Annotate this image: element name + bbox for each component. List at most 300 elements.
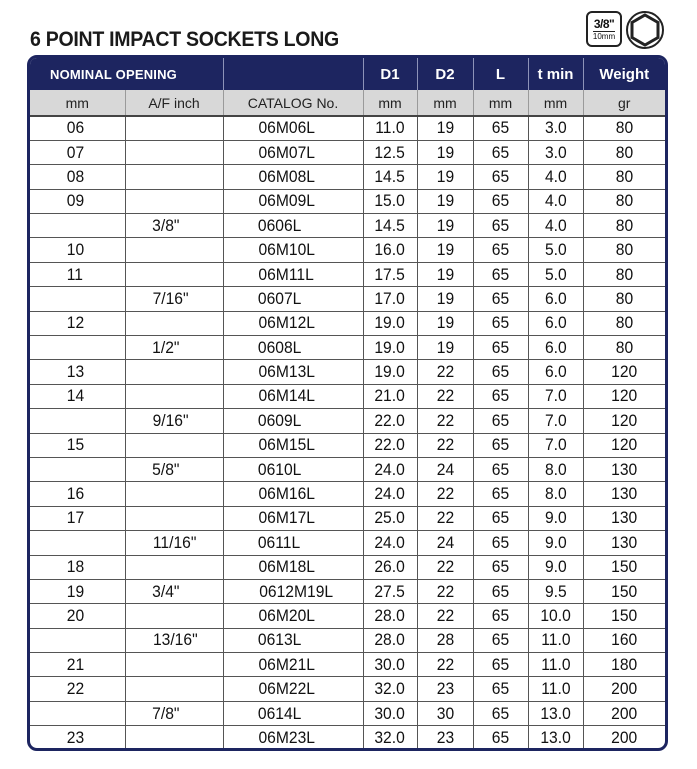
cell-cat	[223, 579, 363, 603]
table-body	[30, 116, 665, 750]
cell-l	[473, 506, 528, 530]
cell-cat-text: 06M17L	[257, 508, 315, 528]
cell-l-text: 65	[491, 557, 510, 577]
drive-size-badge	[586, 11, 622, 47]
cell-cat	[223, 457, 363, 481]
cell-cat-text: 06M09L	[257, 191, 315, 211]
cell-cat	[223, 311, 363, 335]
cell-d1	[363, 555, 417, 579]
cell-mm-text: 14	[66, 386, 85, 406]
cell-af-text: 9/16"	[152, 410, 189, 430]
cell-tmin	[528, 238, 583, 262]
cell-cat	[223, 506, 363, 530]
cell-d2	[417, 360, 473, 384]
cell-tmin-text: 9.0	[544, 508, 567, 528]
cell-mm	[30, 482, 125, 506]
cell-cat-text: 06M23L	[257, 728, 315, 748]
cell-cat	[223, 238, 363, 262]
cell-d1-text: 14.5	[374, 215, 406, 235]
cell-tmin-text: 9.0	[544, 532, 567, 552]
cell-af	[125, 701, 223, 725]
table-row	[30, 653, 665, 677]
cell-weight-text: 180	[611, 654, 638, 674]
cell-cat-text: 06M10L	[257, 240, 315, 260]
cell-mm	[30, 579, 125, 603]
cell-cat-text: 0614L	[257, 703, 301, 723]
cell-l	[473, 653, 528, 677]
cell-d1	[363, 360, 417, 384]
cell-d2-text: 19	[436, 288, 454, 308]
unit-l: mm	[473, 90, 528, 116]
cell-d2-text: 22	[436, 410, 454, 430]
cell-l	[473, 726, 528, 750]
cell-af-text: 7/16"	[152, 288, 189, 308]
cell-d2-text: 19	[436, 313, 454, 333]
cell-l-text: 65	[491, 703, 510, 723]
cell-l	[473, 140, 528, 164]
cell-af	[125, 336, 223, 360]
cell-d1	[363, 628, 417, 652]
cell-d1	[363, 189, 417, 213]
cell-weight	[583, 482, 665, 506]
cell-mm	[30, 311, 125, 335]
cell-tmin	[528, 165, 583, 189]
cell-d1	[363, 604, 417, 628]
cell-af	[125, 531, 223, 555]
cell-cat	[223, 531, 363, 555]
cell-d1	[363, 116, 417, 140]
cell-d2-text: 19	[436, 215, 454, 235]
cell-cat	[223, 214, 363, 238]
cell-l	[473, 482, 528, 506]
cell-mm	[30, 701, 125, 725]
cell-d1	[363, 433, 417, 457]
cell-d1-text: 28.0	[374, 630, 406, 650]
cell-weight-text: 130	[611, 459, 638, 479]
cell-af	[125, 628, 223, 652]
cell-d2-text: 22	[436, 508, 454, 528]
cell-l-text: 65	[491, 215, 510, 235]
cell-mm-text: 11	[66, 264, 83, 284]
cell-l	[473, 360, 528, 384]
cell-weight	[583, 726, 665, 750]
cell-d1-text: 17.0	[374, 288, 406, 308]
cell-af-text: 11/16"	[152, 532, 196, 552]
cell-l-text: 65	[491, 264, 510, 284]
cell-tmin-text: 3.0	[544, 142, 567, 162]
cell-af-text: 5/8"	[151, 459, 179, 479]
header-d1: D1	[363, 58, 417, 90]
cell-l	[473, 238, 528, 262]
cell-l	[473, 628, 528, 652]
cell-d1-text: 30.0	[374, 654, 406, 674]
cell-l-text: 65	[491, 459, 510, 479]
cell-af-text: 7/8"	[151, 703, 179, 723]
cell-tmin	[528, 287, 583, 311]
cell-mm	[30, 653, 125, 677]
cell-af	[125, 482, 223, 506]
cell-l-text: 65	[491, 362, 510, 382]
cell-weight	[583, 384, 665, 408]
cell-d1-text: 24.0	[374, 532, 406, 552]
cell-mm	[30, 457, 125, 481]
cell-d1	[363, 653, 417, 677]
cell-af	[125, 140, 223, 164]
cell-cat	[223, 604, 363, 628]
cell-d2-text: 19	[436, 118, 454, 138]
cell-mm-text: 10	[66, 240, 85, 260]
cell-cat	[223, 140, 363, 164]
cell-d1-text: 16.0	[374, 240, 406, 260]
cell-d2	[417, 311, 473, 335]
cell-weight-text: 80	[615, 240, 633, 260]
cell-mm	[30, 116, 125, 140]
cell-weight-text: 80	[615, 166, 633, 186]
cell-l	[473, 701, 528, 725]
cell-d1	[363, 165, 417, 189]
cell-l	[473, 384, 528, 408]
cell-mm-text: 17	[66, 508, 85, 528]
cell-tmin	[528, 604, 583, 628]
cell-af	[125, 409, 223, 433]
unit-catalog: CATALOG No.	[223, 90, 363, 116]
cell-d1-text: 11.0	[375, 118, 405, 138]
cell-tmin-text: 6.0	[544, 313, 567, 333]
cell-cat	[223, 165, 363, 189]
table-row	[30, 726, 665, 750]
cell-d2-text: 22	[436, 362, 454, 382]
cell-mm	[30, 726, 125, 750]
cell-mm	[30, 506, 125, 530]
cell-mm	[30, 531, 125, 555]
cell-d1	[363, 262, 417, 286]
cell-d1-text: 24.0	[374, 484, 406, 504]
cell-weight-text: 80	[615, 215, 633, 235]
table-row	[30, 311, 665, 335]
cell-d2	[417, 628, 473, 652]
cell-weight-text: 150	[611, 557, 638, 577]
cell-l	[473, 409, 528, 433]
cell-d1-text: 24.0	[374, 459, 406, 479]
cell-weight	[583, 287, 665, 311]
cell-l-text: 65	[491, 166, 510, 186]
cell-weight	[583, 360, 665, 384]
cell-d1-text: 32.0	[374, 728, 406, 748]
cell-cat	[223, 482, 363, 506]
cell-d1-text: 30.0	[374, 703, 406, 723]
cell-tmin-text: 9.5	[544, 581, 567, 601]
cell-d2	[417, 262, 473, 286]
cell-cat	[223, 360, 363, 384]
table-row	[30, 287, 665, 311]
table-row	[30, 531, 665, 555]
cell-l	[473, 336, 528, 360]
cell-d2-text: 19	[436, 337, 454, 357]
cell-d2	[417, 287, 473, 311]
cell-l	[473, 677, 528, 701]
cell-d1-text: 32.0	[374, 679, 406, 699]
cell-l	[473, 604, 528, 628]
cell-mm-text: 23	[66, 728, 85, 748]
cell-d2	[417, 165, 473, 189]
cell-weight-text: 80	[615, 337, 633, 357]
table-row	[30, 140, 665, 164]
cell-cat	[223, 555, 363, 579]
cell-mm	[30, 604, 125, 628]
header-tmin: t min	[528, 58, 583, 90]
cell-cat	[223, 384, 363, 408]
cell-weight	[583, 311, 665, 335]
cell-d2-text: 19	[436, 264, 454, 284]
header-weight: Weight	[583, 58, 665, 90]
cell-d1-text: 27.5	[374, 581, 406, 601]
cell-l	[473, 116, 528, 140]
cell-tmin	[528, 628, 583, 652]
cell-af	[125, 165, 223, 189]
cell-af-text: 13/16"	[152, 630, 198, 650]
cell-tmin	[528, 116, 583, 140]
cell-mm	[30, 384, 125, 408]
cell-l-text: 65	[491, 118, 510, 138]
cell-cat	[223, 726, 363, 750]
cell-weight-text: 130	[611, 508, 638, 528]
cell-cat-text: 0609L	[257, 410, 301, 430]
cell-tmin-text: 11.0	[540, 630, 571, 650]
cell-af	[125, 214, 223, 238]
cell-mm-text: 16	[66, 484, 85, 504]
unit-mm: mm	[30, 90, 125, 116]
cell-weight-text: 160	[611, 630, 638, 650]
cell-l-text: 65	[491, 728, 510, 748]
cell-d2-text: 22	[436, 484, 454, 504]
cell-l	[473, 531, 528, 555]
cell-d1	[363, 701, 417, 725]
cell-af	[125, 287, 223, 311]
cell-cat-text: 06M11L	[257, 264, 314, 284]
cell-mm-text: 07	[66, 142, 85, 162]
cell-mm-text: 08	[66, 166, 85, 186]
cell-d1-text: 28.0	[374, 606, 406, 625]
page-title: 6 POINT IMPACT SOCKETS LONG	[30, 28, 339, 51]
cell-tmin	[528, 677, 583, 701]
cell-d2-text: 22	[436, 581, 454, 601]
cell-weight	[583, 579, 665, 603]
table-row	[30, 628, 665, 652]
cell-l-text: 65	[491, 240, 510, 260]
table-row	[30, 360, 665, 384]
cell-tmin	[528, 433, 583, 457]
cell-tmin-text: 13.0	[540, 728, 571, 748]
cell-tmin-text: 5.0	[544, 264, 567, 284]
cell-weight-text: 120	[611, 362, 638, 382]
table-row	[30, 506, 665, 530]
cell-tmin-text: 7.0	[544, 386, 567, 406]
cell-l-text: 65	[491, 410, 510, 430]
cell-weight	[583, 531, 665, 555]
cell-d1-text: 15.0	[374, 191, 406, 211]
cell-af	[125, 189, 223, 213]
cell-cat	[223, 409, 363, 433]
cell-d2-text: 23	[436, 679, 454, 699]
cell-d2	[417, 189, 473, 213]
cell-mm	[30, 433, 125, 457]
cell-tmin	[528, 384, 583, 408]
cell-cat-text: 0613L	[257, 630, 301, 650]
drive-size-label: 3/8"	[593, 16, 615, 31]
cell-cat-text: 0611L	[257, 532, 300, 552]
cell-tmin	[528, 457, 583, 481]
table-row	[30, 336, 665, 360]
cell-cat-text: 06M21L	[257, 654, 315, 674]
cell-d1	[363, 140, 417, 164]
table-row	[30, 409, 665, 433]
cell-cat-text: 06M15L	[257, 435, 315, 455]
table-row	[30, 165, 665, 189]
cell-af-text: 1/2"	[151, 337, 179, 357]
cell-weight-text: 130	[611, 484, 638, 504]
cell-mm	[30, 189, 125, 213]
cell-d2-text: 30	[436, 703, 454, 723]
cell-d1	[363, 506, 417, 530]
cell-mm-text: 20	[66, 606, 85, 625]
cell-weight	[583, 238, 665, 262]
cell-weight-text: 130	[611, 532, 638, 552]
cell-weight	[583, 433, 665, 457]
cell-af	[125, 262, 223, 286]
cell-tmin	[528, 653, 583, 677]
cell-weight	[583, 628, 665, 652]
cell-mm	[30, 409, 125, 433]
cell-cat-text: 06M13L	[257, 362, 315, 382]
cell-d1	[363, 579, 417, 603]
unit-weight: gr	[583, 90, 665, 116]
cell-weight	[583, 336, 665, 360]
cell-cat-text: 0607L	[257, 288, 301, 308]
cell-af	[125, 604, 223, 628]
cell-d1-text: 22.0	[374, 435, 406, 455]
cell-l-text: 65	[491, 606, 510, 625]
cell-d1-text: 26.0	[374, 557, 406, 577]
cell-cat-text: 06M08L	[257, 166, 315, 186]
cell-l	[473, 214, 528, 238]
cell-tmin-text: 4.0	[544, 191, 567, 211]
cell-mm-text: 12	[66, 313, 85, 333]
cell-tmin-text: 5.0	[544, 240, 567, 260]
table-row	[30, 701, 665, 725]
table-row	[30, 189, 665, 213]
cell-l-text: 65	[491, 484, 510, 504]
cell-d1	[363, 457, 417, 481]
cell-tmin	[528, 531, 583, 555]
cell-tmin	[528, 409, 583, 433]
cell-tmin	[528, 726, 583, 750]
cell-tmin-text: 8.0	[544, 459, 567, 479]
cell-d1	[363, 384, 417, 408]
cell-weight	[583, 555, 665, 579]
cell-cat-text: 06M22L	[257, 679, 315, 699]
cell-d2	[417, 482, 473, 506]
cell-tmin-text: 6.0	[544, 337, 567, 357]
cell-weight-text: 120	[611, 410, 638, 430]
cell-d2-text: 24	[436, 459, 454, 479]
cell-weight	[583, 457, 665, 481]
cell-mm-text: 06	[66, 118, 85, 138]
cell-af-text: 3/8"	[151, 215, 179, 235]
unit-tmin: mm	[528, 90, 583, 116]
cell-mm	[30, 628, 125, 652]
cell-tmin-text: 6.0	[544, 288, 567, 308]
cell-tmin-text: 10.0	[540, 606, 571, 625]
cell-d2	[417, 116, 473, 140]
cell-d2-text: 19	[436, 166, 454, 186]
cell-l-text: 65	[491, 288, 510, 308]
cell-d2-text: 22	[436, 386, 454, 406]
cell-tmin	[528, 262, 583, 286]
cell-af	[125, 579, 223, 603]
cell-cat	[223, 262, 363, 286]
table-row	[30, 384, 665, 408]
cell-cat-text: 06M16L	[257, 484, 315, 504]
cell-mm-text: 09	[66, 191, 85, 211]
cell-cat-text: 0612M19L	[258, 581, 333, 601]
cell-d2-text: 19	[436, 142, 454, 162]
cell-d1	[363, 336, 417, 360]
cell-d2-text: 22	[436, 557, 454, 577]
cell-af	[125, 360, 223, 384]
cell-weight-text: 200	[611, 703, 638, 723]
cell-weight	[583, 604, 665, 628]
cell-tmin-text: 6.0	[544, 362, 567, 382]
cell-mm	[30, 336, 125, 360]
cell-cat	[223, 677, 363, 701]
cell-cat-text: 06M20L	[257, 606, 315, 625]
cell-d2-text: 23	[436, 728, 454, 748]
table-row	[30, 604, 665, 628]
cell-mm-text: 18	[66, 557, 85, 577]
cell-af	[125, 555, 223, 579]
cell-weight	[583, 701, 665, 725]
cell-d1	[363, 287, 417, 311]
cell-af	[125, 506, 223, 530]
table-row	[30, 482, 665, 506]
cell-d1	[363, 238, 417, 262]
header-catalog-blank	[223, 58, 363, 90]
cell-l	[473, 555, 528, 579]
cell-cat	[223, 653, 363, 677]
cell-d1	[363, 214, 417, 238]
cell-cat	[223, 336, 363, 360]
cell-l	[473, 579, 528, 603]
cell-cat	[223, 116, 363, 140]
unit-af-inch: A/F inch	[125, 90, 223, 116]
cell-tmin	[528, 360, 583, 384]
cell-mm	[30, 140, 125, 164]
cell-l-text: 65	[491, 337, 510, 357]
unit-d2: mm	[417, 90, 473, 116]
cell-mm	[30, 262, 125, 286]
cell-d1	[363, 409, 417, 433]
cell-cat	[223, 189, 363, 213]
cell-af	[125, 726, 223, 750]
cell-d1-text: 19.0	[374, 362, 406, 382]
cell-weight	[583, 262, 665, 286]
table-row	[30, 677, 665, 701]
header-nominal-opening: NOMINAL OPENING	[30, 58, 223, 90]
cell-d2-text: 22	[436, 435, 454, 455]
cell-tmin	[528, 506, 583, 530]
cell-mm-text: 15	[66, 435, 85, 455]
sockets-table	[30, 58, 665, 750]
